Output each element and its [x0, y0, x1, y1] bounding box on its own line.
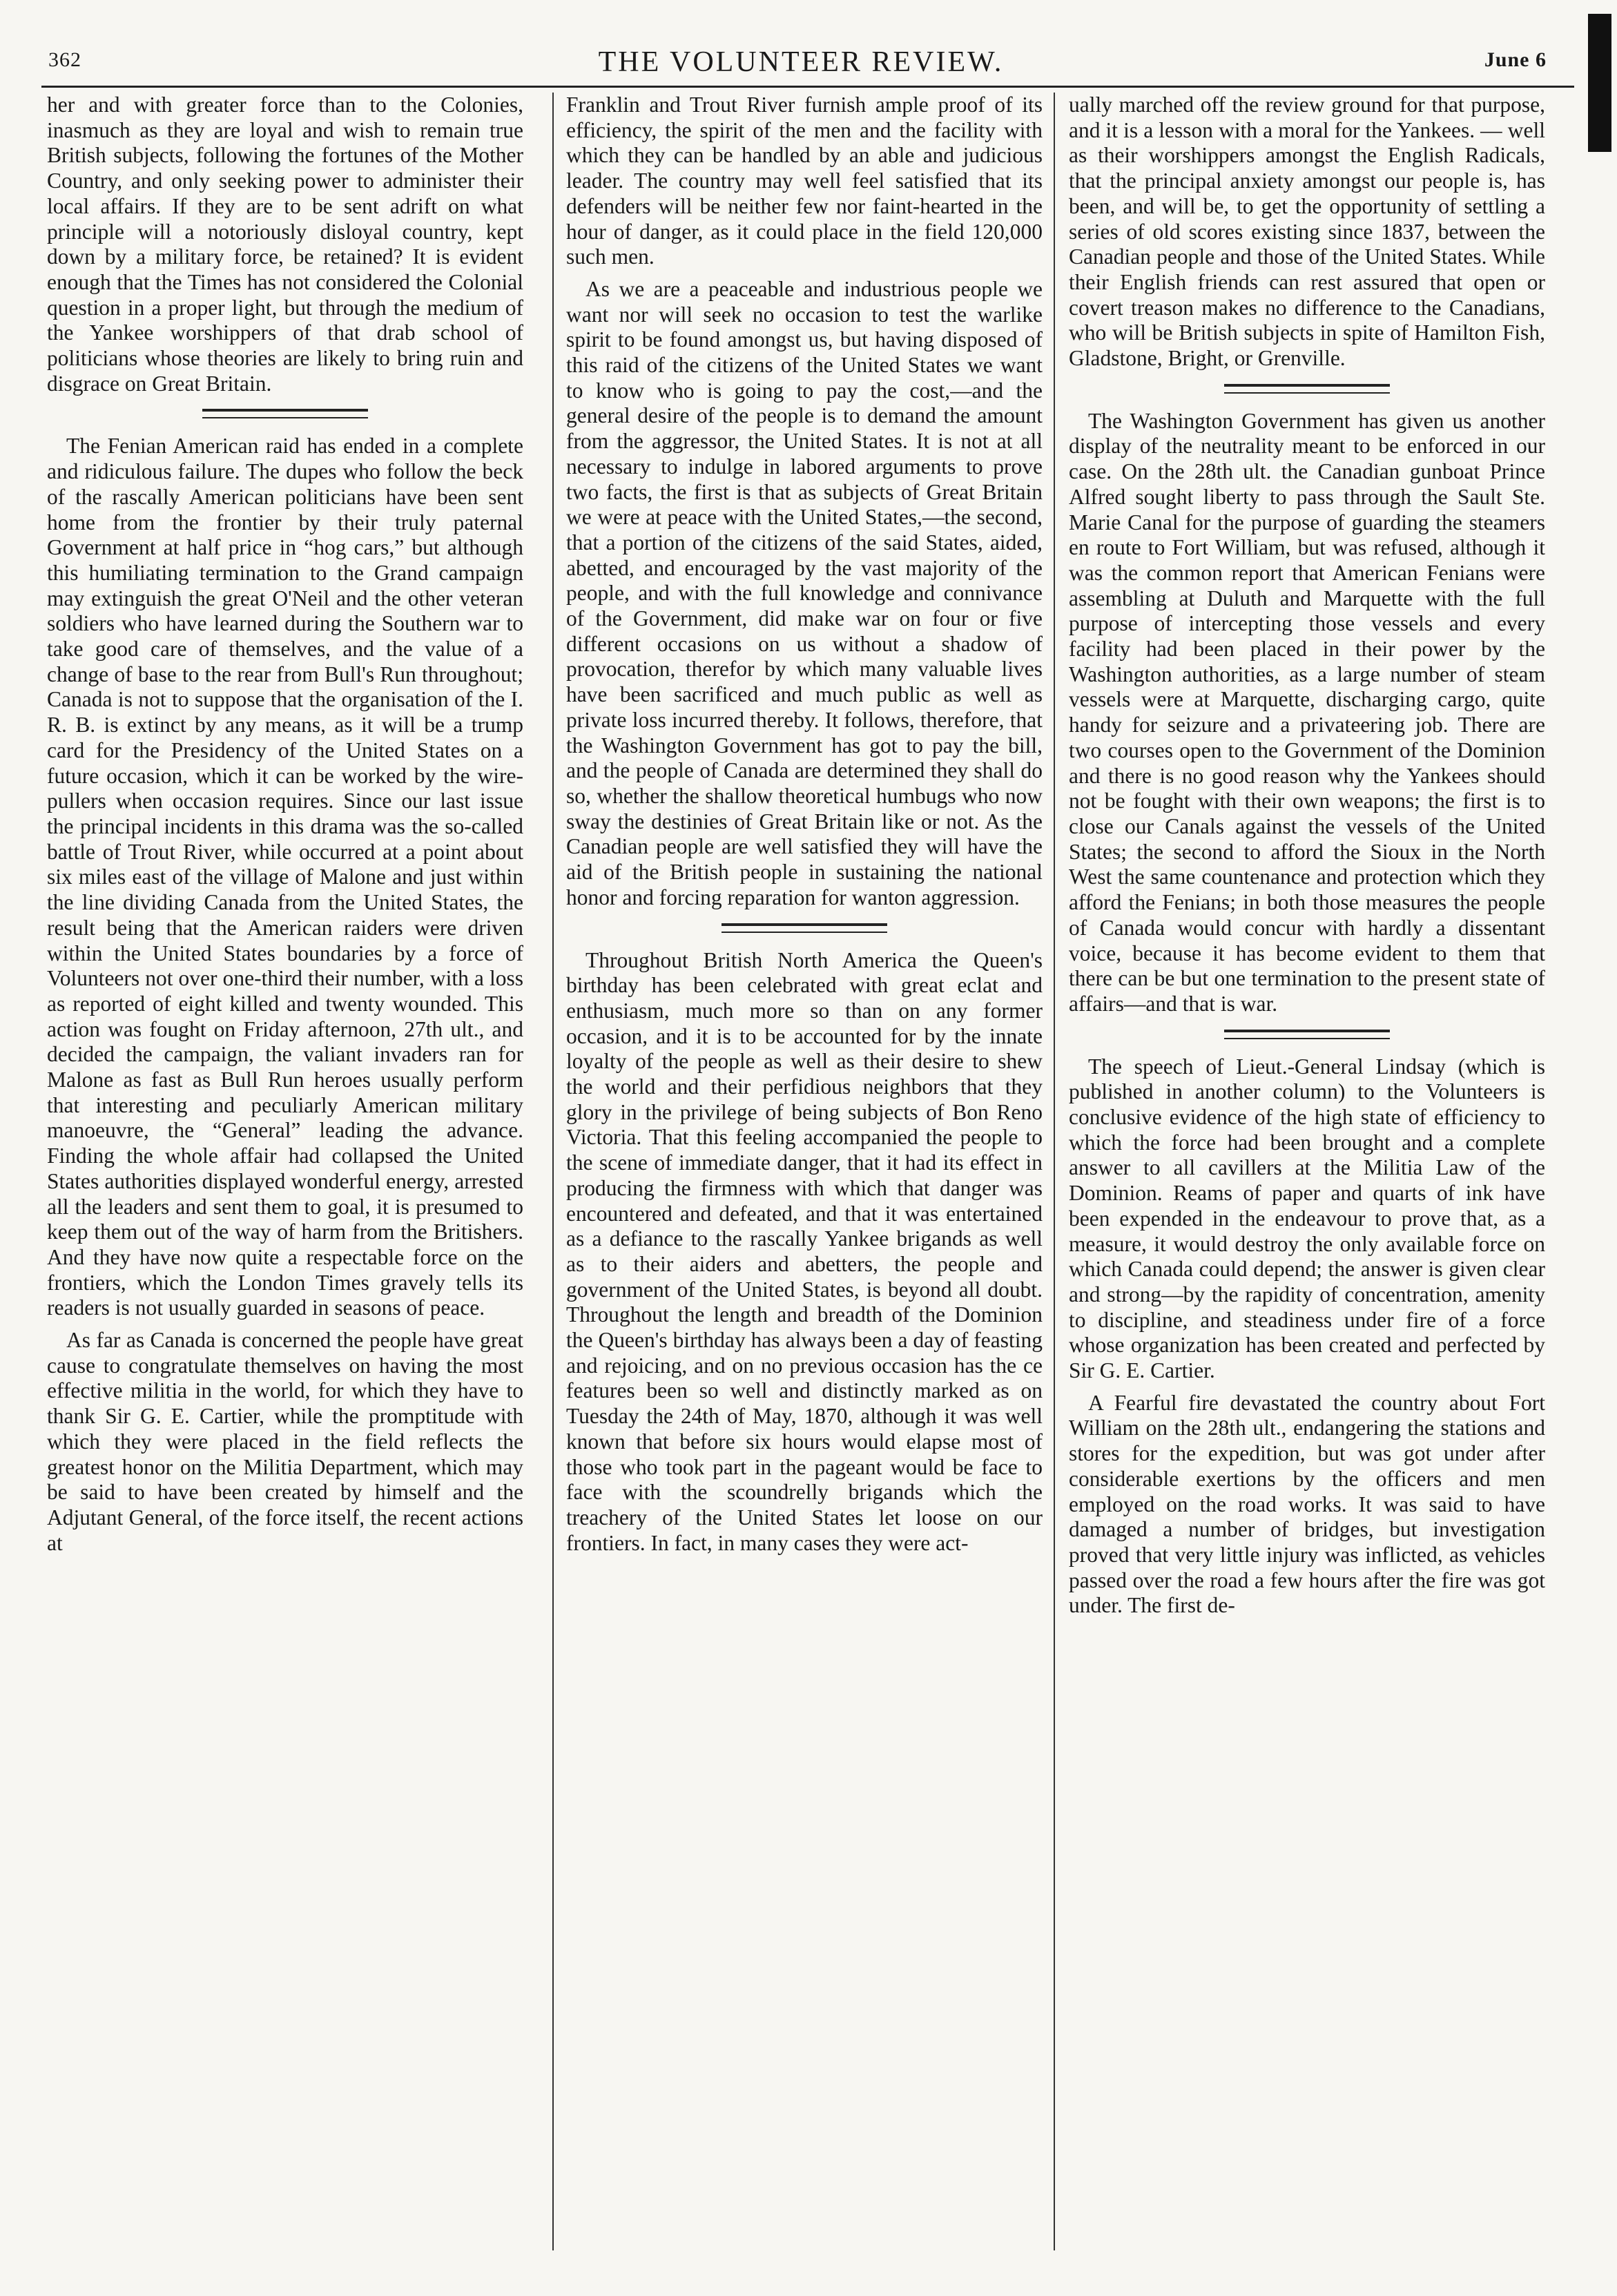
column-rule — [552, 93, 554, 2250]
page-header — [41, 41, 1560, 78]
paragraph: The Fenian American raid has ended in a complete and ridiculous failure. The dupes who follow the beck of the rascally American politicians have been sent home from the frontier by their truly paternal Government at half price in “hog cars,” but although this humiliating termination to the Grand campaign may extinguish the great O'Neil and the other veteran soldiers who have learned during the Southern war to take good care of themselves, and the value of a change of base to the rear from Bull's Run throughout; Canada is not to suppose that the organisation of the I. R. B. is extinct by any means, as it will be a trump card for the Presidency of the United States on a future occasion, which it can be worked by the wire-pullers when occasion requires. Since our last issue the principal incidents in this drama was the so-called battle of Trout River, while occurred at a point about six miles east of the village of Malone and just within the line dividing Canada from the United States, the result being that the American raiders were driven within the United States boundaries by a force of Volunteers not over one-third their number, with a loss as reported of eight killed and twenty wounded. This action was fought on Friday afternoon, 27th ult., and decided the campaign, the valiant invaders ran for Malone as fast as Bull Run heroes usually perform that interesting and peculiarly American military manoeuvre, the “General” leading the advance. Finding the whole affair had collapsed the United States authorities displayed wonderful energy, arrested all the leaders and sent them to goal, it is presumed to keep them out of the way of harm from the Britishers. And they have now quite a respectable force on the frontiers, which the London Times gravely tells its readers is not usually guarded in seasons of peace. — [47, 434, 523, 1320]
paragraph: Franklin and Trout River furnish ample proof of its efficiency, the spirit of the men and the facility with which they can be handled by an able and judicious leader. The country may well feel satisfied that its defenders will be neither few nor faint-hearted in the hour of danger, as it could place in the field 120,000 such men. — [566, 93, 1043, 269]
issue-date: June 6 — [1484, 48, 1547, 71]
section-separator — [202, 409, 368, 418]
paragraph: The Washington Government has given us another display of the neutrality meant to be enforced in our case. On the 28th ult. the Canadian gunboat Prince Alfred sought liberty to pass through the Sault Ste. Marie Canal for the purpose of guarding the steamers en route to Fort William, but was refused, although it was the common report that American Fenians were assembling at Duluth and Marquette with the full purpose of intercepting those vessels and every facility had been placed in their power by the Washington authorities, as a large number of steam vessels were at Marquette, discharging cargo, quite handy for seizure and a privateering job. There are two courses open to the Government of the Dominion and there is no good reason why the Yankees should not be fought with their own weapons; the first is to close our Canals against the vessels of the United States; the second to afford the Sioux in the North West the same countenance and protection which they afford the Fenians; in both those measures the people of Canada would concur with hardly a dissentant voice, because it has become evident to them that there can be but one termination to the present state of affairs—and that is war. — [1069, 408, 1545, 1016]
paragraph: Throughout British North America the Queen's birthday has been celebrated with great eclat and enthusiasm, much more so than on any former occasion, and it is to be accounted for by the innate loyalty of the people as well as their desire to shew the world and their perfidious neighbors that they glory in the privilege of being subjects of Bon Reno Victoria. That this feeling accompanied the people to the scene of immediate danger, that it had its effect in producing the firmness with which that danger was encountered and defeated, and that it was entertained as a defiance to the rascally Yankee brigands as well as to their aiders and abetters, the people and government of the United States, is beyond all doubt. Throughout the length and breadth of the Dominion the Queen's birthday has always been a day of feasting and rejoicing, and on no previous occasion has the ce features been so well and distinctly marked as on Tuesday the 24th of May, 1870, although it was well known that before six hours would elapse most of those who took part in the pageant would be face to face with the scoundrelly brigands which the treachery of the United States let loose on our frontiers. In fact, in many cases they were act- — [566, 947, 1043, 1555]
publication-title: THE VOLUNTEER REVIEW. — [598, 46, 1004, 78]
column-3 — [1069, 93, 1545, 1625]
paragraph: her and with greater force than to the Colonies, inasmuch as they are loyal and wish to remain true British subjects, following the fortunes of the Mother Country, and only seeking power to administer their local affairs. If they are to be sent adrift on what principle will a notoriously disloyal country, kept down by a military force, be retained? It is evident enough that the Times has not considered the Colonial question in a proper light, but through the medium of the Yankee worshippers of that drab school of politicians whose theories are likely to bring ruin and disgrace on Great Britain. — [47, 93, 523, 396]
section-separator — [1224, 1030, 1390, 1039]
column-rule — [1054, 93, 1055, 2250]
section-separator — [1224, 384, 1390, 394]
column-2 — [566, 93, 1043, 1563]
section-separator — [722, 923, 887, 933]
paragraph: The speech of Lieut.-General Lindsay (which is published in another column) to the Volunteers is conclusive evidence of the high state of efficiency to which the force had been brought and a complete answer to all cavillers at the Militia Law of the Dominion. Reams of paper and quarts of ink have been expended in the endeavour to prove that, as a measure, it would destroy the only available force on which Canada could depend; the answer is given clear and strong—by the rapidity of concentration, amenity to discipline, and steadiness under fire of a force whose organization has been created and perfected by Sir G. E. Cartier. — [1069, 1054, 1545, 1383]
paragraph: As far as Canada is concerned the people have great cause to congratulate themselves on having the most effective militia in the world, for which they have to thank Sir G. E. Cartier, while the promptitude with which they were placed in the field reflects the greatest honor on the Militia Department, which may be said to have been created by himself and the Adjutant General, of the force itself, the recent actions at — [47, 1328, 523, 1555]
paragraph: As we are a peaceable and industrious people we want nor will seek no occasion to test the warlike spirit to be found amongst us, but having disposed of this raid of the citizens of the United States we want to know who is going to pay the cost,—and the general desire of the people is to demand the amount from the aggressor, the United States. It is not at all necessary to indulge in labored arguments to prove two facts, the first is that as subjects of Great Britain we were at peace with the United States,—the second, that a portion of the citizens of the said States, aided, abetted, and encouraged by the vast majority of the people, and with the full knowledge and connivance of the Government, did make war on four or five different occasions on us without a shadow of provocation, therefor by which many valuable lives have been sacrificed and much public as well as private loss incurred thereby. It follows, therefore, that the Washington Government has got to pay the bill, and the people of Canada are determined they shall do so, whether the shallow theoretical humbugs who now sway the destinies of Great Britain like or not. As the Canadian people are well satisfied they will have the aid of the British people in sustaining the national honor and forcing reparation for wanton aggression. — [566, 276, 1043, 909]
header-rule — [41, 86, 1574, 88]
page-edge-mark — [1588, 14, 1611, 152]
column-1 — [47, 93, 523, 1563]
page-number: 362 — [48, 48, 81, 71]
paragraph: ually marched off the review ground for that purpose, and it is a lesson with a moral for the Yankees. — well as their worshippers amongst the English Radicals, that the principal anxiety amongst our people is, has been, and will be, to get the opportunity of settling a series of old scores existing since 1837, between the Canadian people and those of the United States. While their English friends can rest assured that open or covert treason makes no difference to the Canadians, who will be British subjects in spite of Hamilton Fish, Gladstone, Bright, or Grenville. — [1069, 93, 1545, 371]
paragraph: A Fearful fire devastated the country about Fort William on the 28th ult., endangering the stations and stores for the expedition, but was got under after considerable exertions by the officers and men employed on the road works. It was said to have damaged a number of bridges, but investigation proved that very little injury was inflicted, as vehicles passed over the road a few hours after the fire was got under. The first de- — [1069, 1390, 1545, 1618]
